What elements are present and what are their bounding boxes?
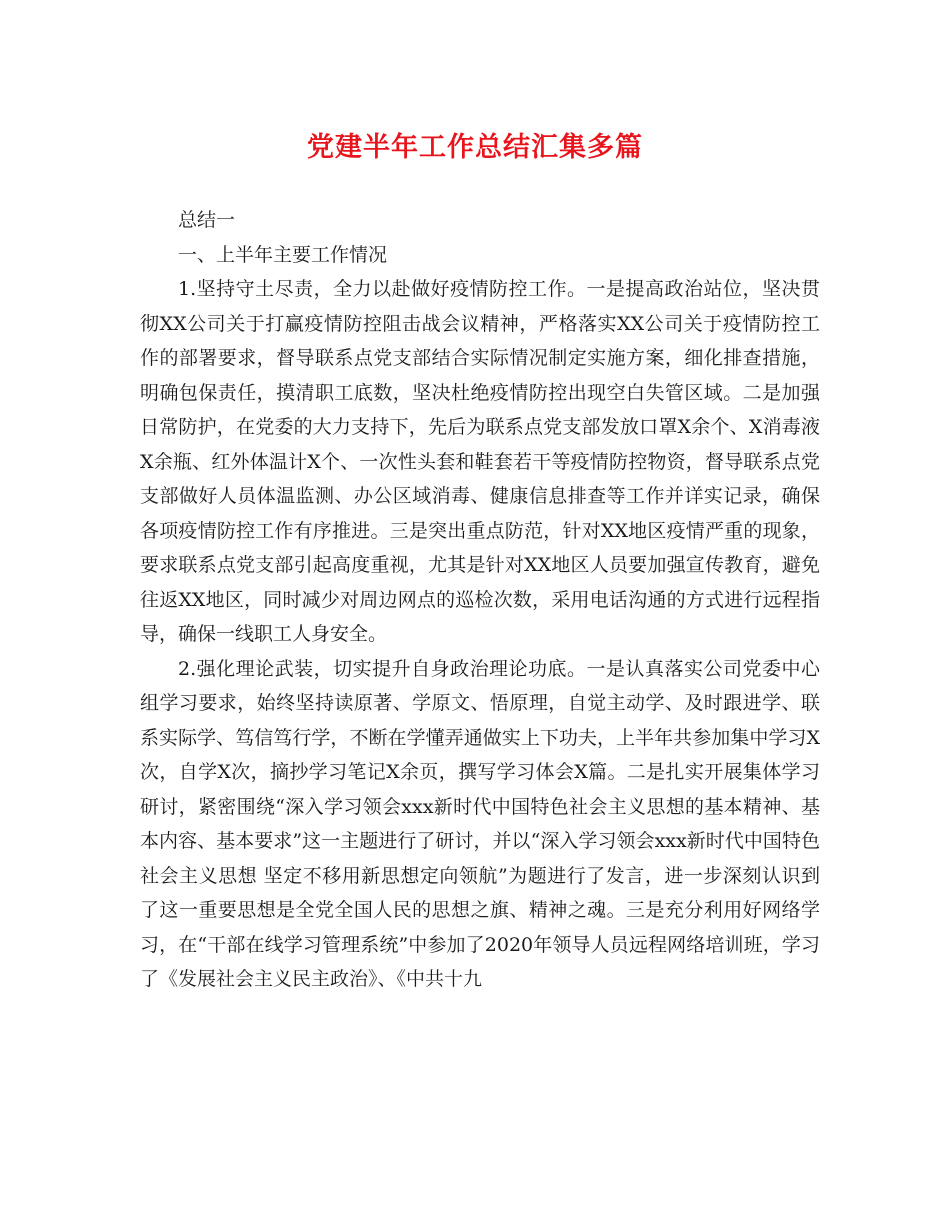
- subsection-heading: 一、上半年主要工作情况: [178, 243, 388, 266]
- body-paragraph: 1.坚持守土尽责，全力以赴做好疫情防控工作。一是提高政治站位，坚决贯彻XX公司关于打赢疫情防控阻击战会议精神，严格落实XX公司关于疫情防控工作的部署要求，督导联系点党支部结合实际情况制定实施方案，细化排查措施，明确包保责任，摸清职工底数，坚决杜绝疫情防控出现空白失管区域。二是加强日常防护，在党委的大力支持下，先后为联系点党支部发放口罩X余个、X消毒液X余瓶、红外体温计X个、一次性头套和鞋套若干等疫情防控物资，督导联系点党支部做好人员体温监测、办公区域消毒、健康信息排查等工作并详实记录，确保各项疫情防控工作有序推进。三是突出重点防范，针对XX地区疫情严重的现象，要求联系点党支部引起高度重视，尤其是针对XX地区人员要加强宣传教育，避免往返XX地区，同时减少对周边网点的巡检次数，采用电话沟通的方式进行远程指导，确保一线职工人身安全。: [140, 278, 820, 645]
- document-body: [140, 203, 820, 997]
- document-title: 党建半年工作总结汇集多篇: [307, 132, 643, 163]
- section-heading: 总结一: [178, 209, 236, 231]
- body-paragraph: 2.强化理论武装，切实提升自身政治理论功底。一是认真落实公司党委中心组学习要求，始终坚持读原著、学原文、悟原理，自觉主动学、及时跟进学、联系实际学、笃信笃行学，不断在学懂弄通做实上下功夫，上半年共参加集中学习X次，自学X次，摘抄学习笔记X余页，撰写学习体会X篇。二是扎实开展集体学习研讨，紧密围绕“深入学习领会xxx新时代中国特色社会主义思想的基本精神、基本内容、基本要求”这一主题进行了研讨，并以“深入学习领会xxx新时代中国特色社会主义思想 坚定不移用新思想定向领航”为题进行了发言，进一步深刻认识到了这一重要思想是全党全国人民的思想之旗、精神之魂。三是充分利用好网络学习，在“干部在线学习管理系统”中参加了2020年领导人员远程网络培训班，学习了《发展社会主义民主政治》、《中共十九: [140, 657, 820, 990]
